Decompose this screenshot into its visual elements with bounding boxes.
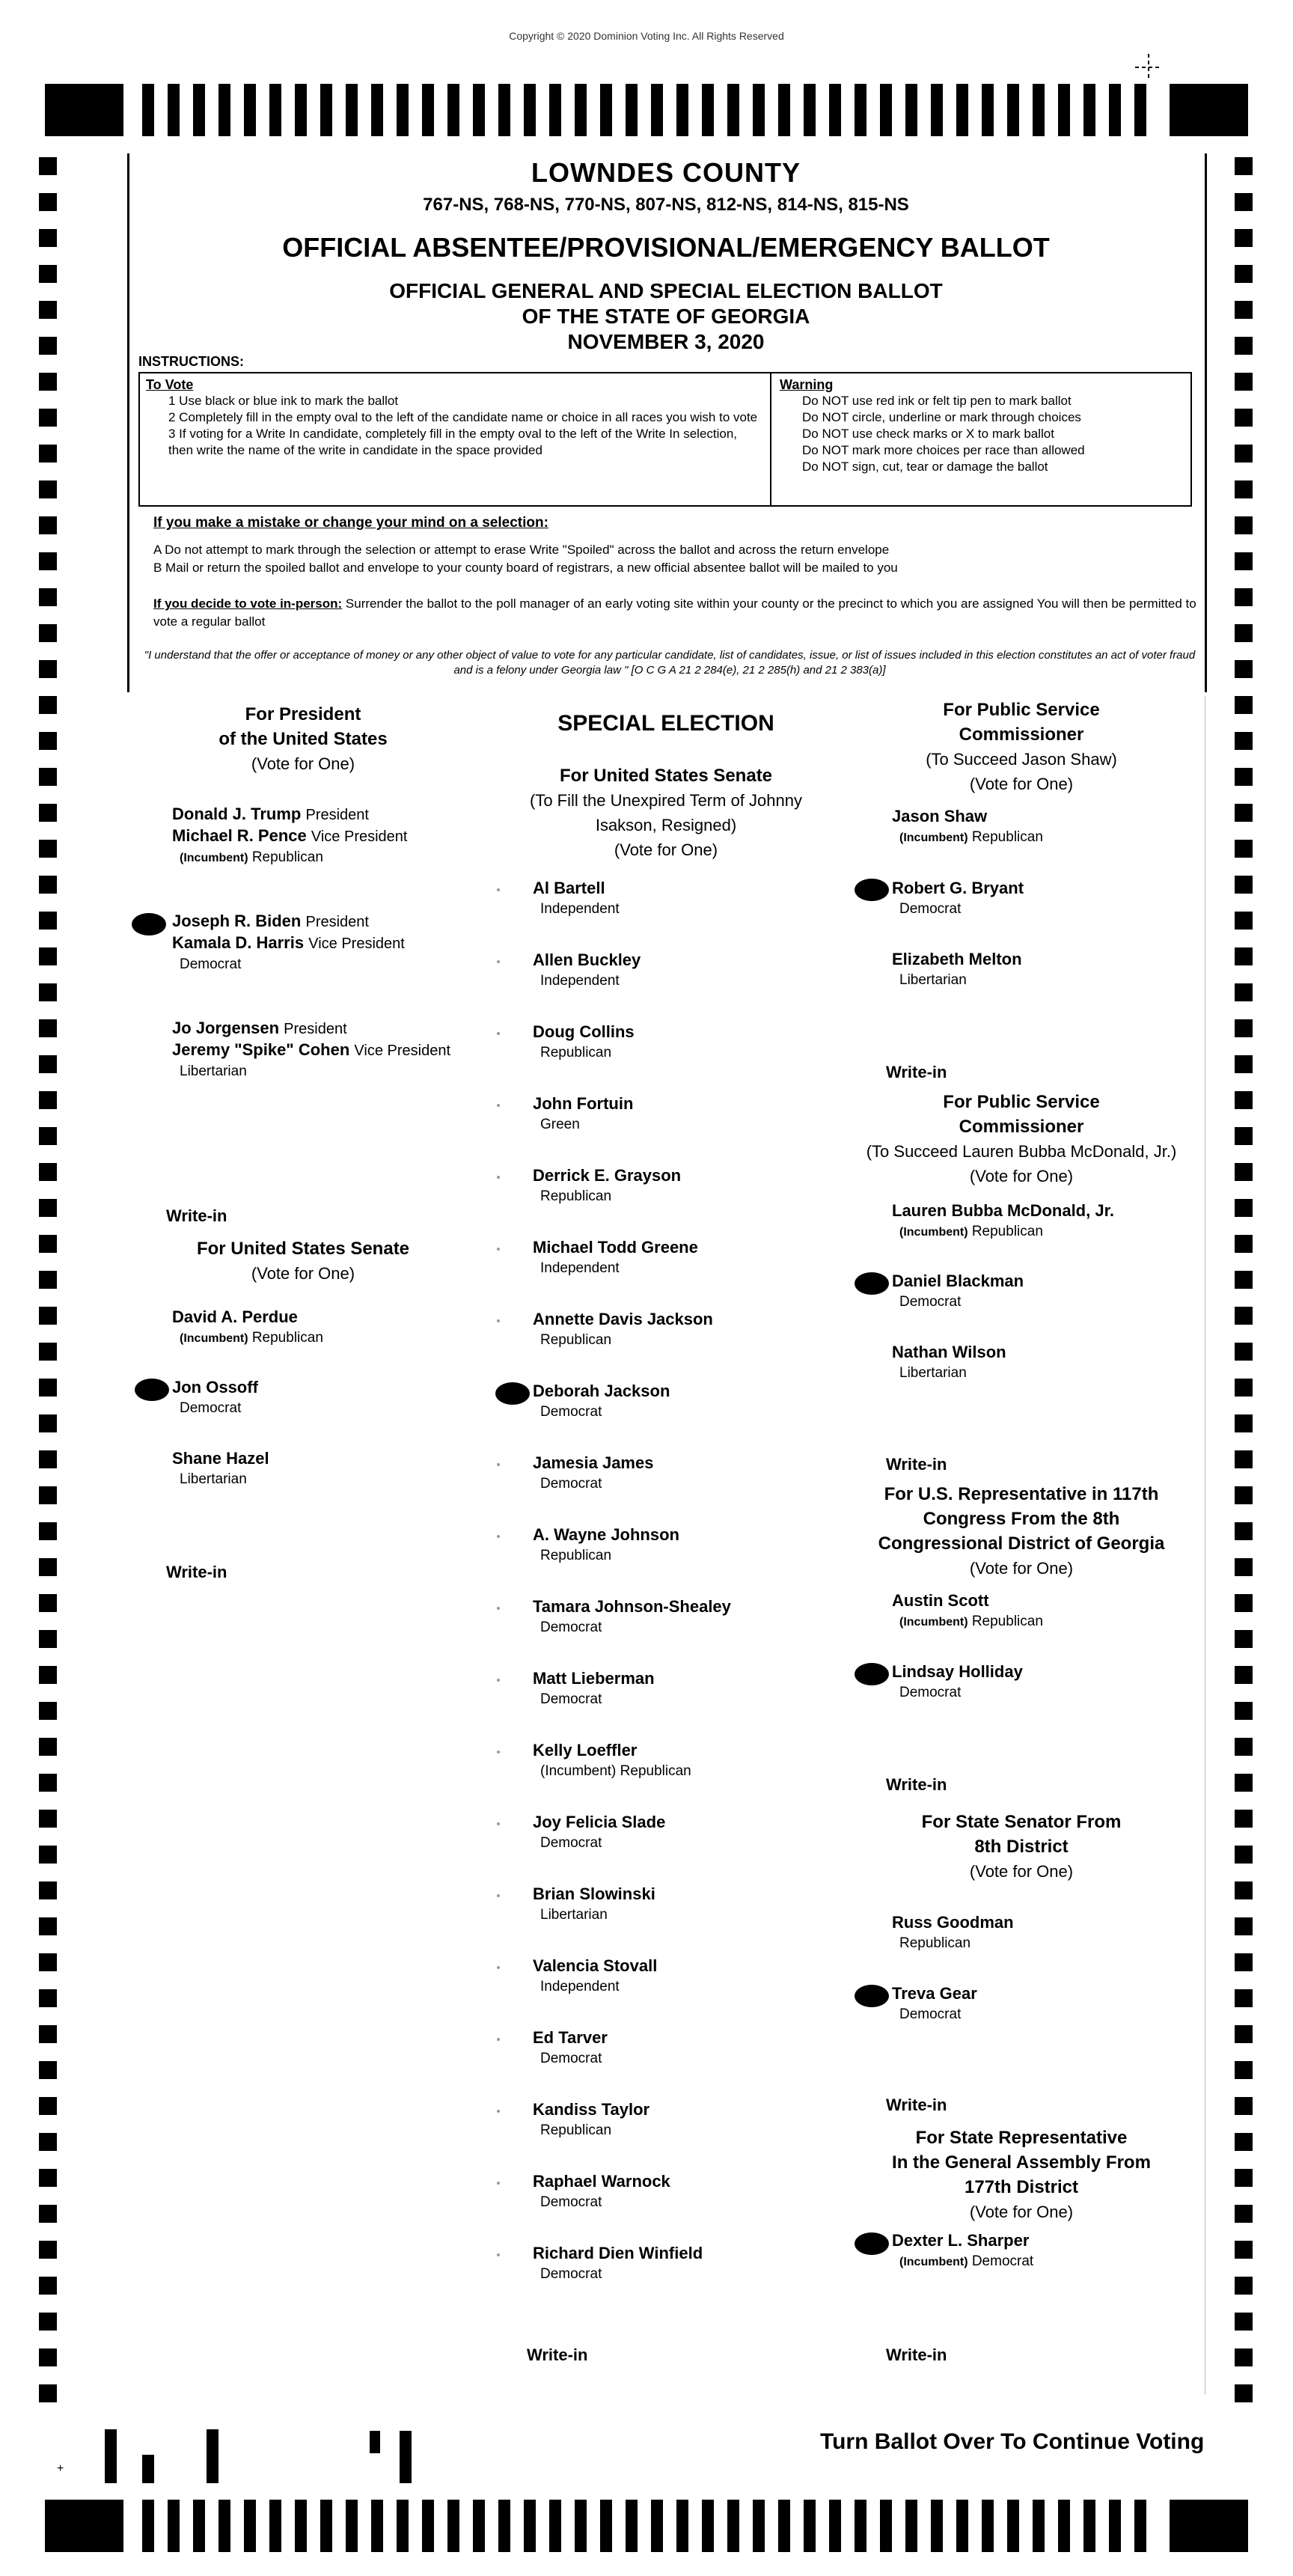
special-candidate[interactable]: [533, 2027, 608, 2069]
timing-marks-top: [45, 84, 1248, 136]
special-senate-contest-header: For United States Senate (To Fill the Unexpired Term of Johnny Isakson, Resigned) (Vote for One): [530, 766, 802, 859]
candidate-trump-pence[interactable]: Donald J. Trump President Michael R. Pence Vice President (Incumbent) Republican: [172, 805, 408, 865]
timing-marks-left: [39, 157, 57, 2417]
instructions-title: INSTRUCTIONS:: [138, 354, 244, 369]
candidate-gear[interactable]: Treva Gear Democrat: [892, 1984, 977, 2022]
mistake-instructions: A Do not attempt to mark through the selection or attempt to erase Write "Spoiled" across the ballot and across the return envelope B Mail or return the spoiled ballot and envelope to your county board of registrars, a new official absentee ballot will be mailed to you: [153, 543, 898, 575]
candidate-holliday[interactable]: Lindsay Holliday Democrat: [892, 1662, 1023, 1700]
candidate-name: Michael Todd Greene: [533, 1238, 698, 1257]
special-candidate[interactable]: [533, 950, 641, 992]
timing-marks-bottom: [45, 2500, 1248, 2552]
candidate-mcdonald[interactable]: Lauren Bubba McDonald, Jr. (Incumbent) Republican: [892, 1201, 1115, 1239]
candidate-name: Doug Collins: [533, 1022, 635, 1041]
empty-oval-marker[interactable]: [497, 1751, 500, 1754]
filled-oval-ossoff[interactable]: [135, 1379, 169, 1401]
candidate-name: Valencia Stovall: [533, 1956, 658, 1975]
candidate-party: Democrat: [540, 1620, 602, 1635]
psc-shaw-contest-header: For Public Service Commissioner (To Succeed Jason Shaw) (Vote for One): [926, 700, 1117, 793]
candidate-party: Democrat: [540, 1835, 602, 1851]
empty-oval-marker[interactable]: [497, 1248, 500, 1251]
special-candidate[interactable]: [533, 1524, 679, 1566]
candidate-party: Green: [540, 1117, 580, 1132]
header-border-right: [1205, 153, 1207, 692]
us-senate-writein[interactable]: Write-in: [166, 1563, 227, 1581]
candidate-name: Deborah Jackson: [533, 1382, 670, 1400]
special-candidate[interactable]: [533, 2243, 703, 2285]
filled-oval-biden[interactable]: [132, 913, 166, 936]
candidate-name: Brian Slowinski: [533, 1884, 655, 1903]
ballot-type-title: OFFICIAL ABSENTEE/PROVISIONAL/EMERGENCY BALLOT: [282, 232, 1050, 263]
candidate-bryant[interactable]: Robert G. Bryant Democrat: [892, 879, 1024, 917]
candidate-party: Democrat: [540, 1404, 602, 1420]
special-candidate[interactable]: [533, 2171, 670, 2213]
empty-oval-marker[interactable]: [497, 2110, 500, 2113]
filled-oval-bryant[interactable]: [855, 879, 889, 901]
empty-oval-marker[interactable]: [497, 2253, 500, 2256]
psc-mcdonald-contest-header: For Public Service Commissioner (To Succeed Lauren Bubba McDonald, Jr.) (Vote for One): [866, 1092, 1177, 1185]
empty-oval-marker[interactable]: [497, 1176, 500, 1179]
candidate-party: Independent: [540, 973, 620, 989]
empty-oval-marker[interactable]: [497, 1679, 500, 1682]
state-rep-writein[interactable]: Write-in: [886, 2345, 947, 2364]
candidate-blackman[interactable]: Daniel Blackman Democrat: [892, 1272, 1024, 1310]
mistake-title: If you make a mistake or change your mind on a selection:: [153, 515, 548, 531]
special-senate-writein[interactable]: Write-in: [527, 2345, 588, 2364]
empty-oval-marker[interactable]: [497, 2182, 500, 2185]
candidate-name: Tamara Johnson-Shealey: [533, 1597, 731, 1616]
timing-marks-right: [1235, 157, 1253, 2417]
candidate-name: Kandiss Taylor: [533, 2100, 650, 2119]
candidate-party: Independent: [540, 1260, 620, 1276]
candidate-party: Democrat: [540, 1476, 602, 1492]
candidate-party: Democrat: [540, 2051, 602, 2066]
candidate-name: Al Bartell: [533, 879, 605, 897]
empty-oval-marker[interactable]: [497, 960, 500, 963]
president-writein[interactable]: Write-in: [166, 1206, 227, 1225]
voter-fraud-notice: "I understand that the offer or acceptance of money or any other object of value to vote for any particular candidate, list of candidates, issue, or list of issues included in this election constitutes an act of voter fraud and is a felony under Georgia law " [O C G A 21 2 284(e), 21 2 285(h) and 21 2 383(a)]: [144, 649, 1196, 677]
empty-oval-marker[interactable]: [497, 1104, 500, 1107]
precinct-list: 767-NS, 768-NS, 770-NS, 807-NS, 812-NS, 814-NS, 815-NS: [423, 195, 909, 215]
empty-oval-marker[interactable]: [497, 2038, 500, 2041]
in-person-instructions: If you decide to vote in-person: Surrender the ballot to the poll manager of an early voting site within your county or the precinct to which you are assigned You will then be permitted to vote a regular ballot: [153, 596, 1196, 629]
candidate-melton[interactable]: Elizabeth Melton Libertarian: [892, 950, 1022, 988]
special-candidate[interactable]: [533, 878, 620, 920]
county-title: LOWNDES COUNTY: [531, 157, 801, 188]
candidate-wilson[interactable]: Nathan Wilson Libertarian: [892, 1343, 1006, 1381]
candidate-party: Libertarian: [540, 1907, 608, 1923]
candidate-name: A. Wayne Johnson: [533, 1525, 679, 1544]
to-vote-instructions: To Vote 1 Use black or blue ink to mark the ballot 2 Completely fill in the empty oval to the left of the candidate name or choice in all races you wish to vote 3 If voting for a Write In candidate, completely fill in the empty oval to the left of the Write In selection, then write the name of the write in candidate in the space provided: [146, 377, 758, 457]
candidate-name: Jamesia James: [533, 1453, 654, 1472]
empty-oval-marker[interactable]: [497, 1822, 500, 1825]
empty-oval-marker[interactable]: [497, 1894, 500, 1897]
special-candidate[interactable]: [533, 1668, 655, 1710]
candidate-name: Ed Tarver: [533, 2028, 608, 2047]
candidate-ossoff[interactable]: Jon Ossoff Democrat: [172, 1378, 258, 1416]
empty-oval-marker[interactable]: [497, 1966, 500, 1969]
state-rep-contest-header: For State Representative In the General Assembly From 177th District (Vote for One): [892, 2128, 1151, 2221]
candidate-biden-harris[interactable]: Joseph R. Biden President Kamala D. Harris Vice President Democrat: [172, 912, 405, 972]
candidate-party: Democrat: [540, 1691, 602, 1707]
special-candidate[interactable]: [533, 1884, 655, 1926]
candidate-name: Derrick E. Grayson: [533, 1166, 682, 1185]
candidate-jorgensen-cohen[interactable]: Jo Jorgensen President Jeremy "Spike" Cohen Vice President Libertarian: [172, 1019, 451, 1079]
psc-shaw-writein[interactable]: Write-in: [886, 1063, 947, 1081]
candidate-name: Annette Davis Jackson: [533, 1310, 713, 1328]
state-senate-writein[interactable]: Write-in: [886, 2096, 947, 2114]
special-candidate[interactable]: [533, 2099, 649, 2141]
instructions-box: [138, 372, 1192, 507]
candidate-sharper[interactable]: Dexter L. Sharper (Incumbent) Democrat: [892, 2231, 1034, 2269]
special-election-label: SPECIAL ELECTION: [557, 711, 774, 736]
filled-oval-blackman[interactable]: [855, 1272, 889, 1295]
candidate-party: Democrat: [540, 2266, 602, 2282]
candidate-shaw[interactable]: Jason Shaw (Incumbent) Republican: [892, 807, 1043, 845]
empty-oval-marker[interactable]: [497, 1032, 500, 1035]
special-candidate[interactable]: [533, 1237, 698, 1279]
candidate-party: Republican: [540, 1332, 612, 1348]
filled-oval-holliday[interactable]: [855, 1663, 889, 1685]
candidate-goodman[interactable]: Russ Goodman Republican: [892, 1913, 1014, 1951]
filled-oval-deborah-jackson[interactable]: [495, 1382, 530, 1405]
candidate-party: Republican: [540, 1548, 612, 1563]
special-candidate[interactable]: [533, 1453, 653, 1495]
candidate-party: Republican: [540, 1045, 612, 1060]
candidate-party: Republican: [540, 2122, 612, 2138]
registration-mark-icon: [1134, 52, 1164, 82]
turn-ballot-over-notice: Turn Ballot Over To Continue Voting: [820, 2429, 1205, 2454]
special-candidate[interactable]: [533, 1812, 665, 1854]
special-candidate[interactable]: [533, 1956, 657, 1997]
special-candidate[interactable]: [533, 1022, 635, 1063]
us-rep-contest-header: For U.S. Representative in 117th Congress From the 8th Congressional District of Georgia (Vote for One): [878, 1484, 1165, 1578]
candidate-name: Raphael Warnock: [533, 2172, 670, 2191]
special-candidate[interactable]: [533, 1309, 713, 1351]
candidate-party: Democrat: [540, 2194, 602, 2210]
candidate-name: Richard Dien Winfield: [533, 2244, 703, 2262]
empty-oval-marker[interactable]: [497, 888, 500, 891]
president-contest-header: For President of the United States (Vote for One): [218, 704, 388, 773]
special-candidate[interactable]: [533, 1381, 670, 1423]
candidate-party: (Incumbent) Republican: [540, 1763, 691, 1779]
candidate-scott[interactable]: Austin Scott (Incumbent) Republican: [892, 1591, 1043, 1629]
candidate-party: Independent: [540, 901, 620, 917]
candidate-perdue[interactable]: David A. Perdue (Incumbent) Republican: [172, 1307, 323, 1346]
us-senate-contest-header: For United States Senate (Vote for One): [196, 1239, 410, 1283]
empty-oval-marker[interactable]: [497, 1463, 500, 1466]
candidate-name: Allen Buckley: [533, 950, 641, 969]
empty-oval-marker[interactable]: [497, 1607, 500, 1610]
plus-mark-icon: +: [57, 2462, 64, 2475]
candidate-party: Republican: [540, 1188, 612, 1204]
candidate-name: John Fortuin: [533, 1094, 634, 1113]
candidate-hazel[interactable]: Shane Hazel Libertarian: [172, 1449, 269, 1487]
us-rep-writein[interactable]: Write-in: [886, 1775, 947, 1794]
warning-instructions: Warning Do NOT use red ink or felt tip pen to mark ballot Do NOT circle, underline or mark through choices Do NOT use check marks or X to mark ballot Do NOT mark more choices per race than allowed Do NOT sign, cut, tear or damage the ballot: [780, 377, 1085, 474]
candidate-name: Kelly Loeffler: [533, 1741, 638, 1759]
copyright-notice: Copyright © 2020 Dominion Voting Inc. All Rights Reserved: [509, 30, 784, 42]
empty-oval-marker[interactable]: [497, 1319, 500, 1322]
special-candidate[interactable]: [533, 1596, 731, 1638]
election-title: OFFICIAL GENERAL AND SPECIAL ELECTION BALLOT OF THE STATE OF GEORGIA NOVEMBER 3, 2020: [389, 279, 943, 353]
candidate-name: Matt Lieberman: [533, 1669, 655, 1688]
candidate-name: Joy Felicia Slade: [533, 1813, 666, 1831]
special-candidate[interactable]: [533, 1165, 681, 1207]
special-candidate[interactable]: [533, 1740, 691, 1782]
empty-oval-marker[interactable]: [497, 1535, 500, 1538]
candidate-party: Independent: [540, 1979, 620, 1994]
psc-mcdonald-writein[interactable]: Write-in: [886, 1455, 947, 1474]
filled-oval-sharper[interactable]: [855, 2232, 889, 2255]
state-senate-contest-header: For State Senator From 8th District (Vote for One): [921, 1812, 1122, 1881]
filled-oval-gear[interactable]: [855, 1985, 889, 2007]
special-candidate[interactable]: [533, 1093, 633, 1135]
